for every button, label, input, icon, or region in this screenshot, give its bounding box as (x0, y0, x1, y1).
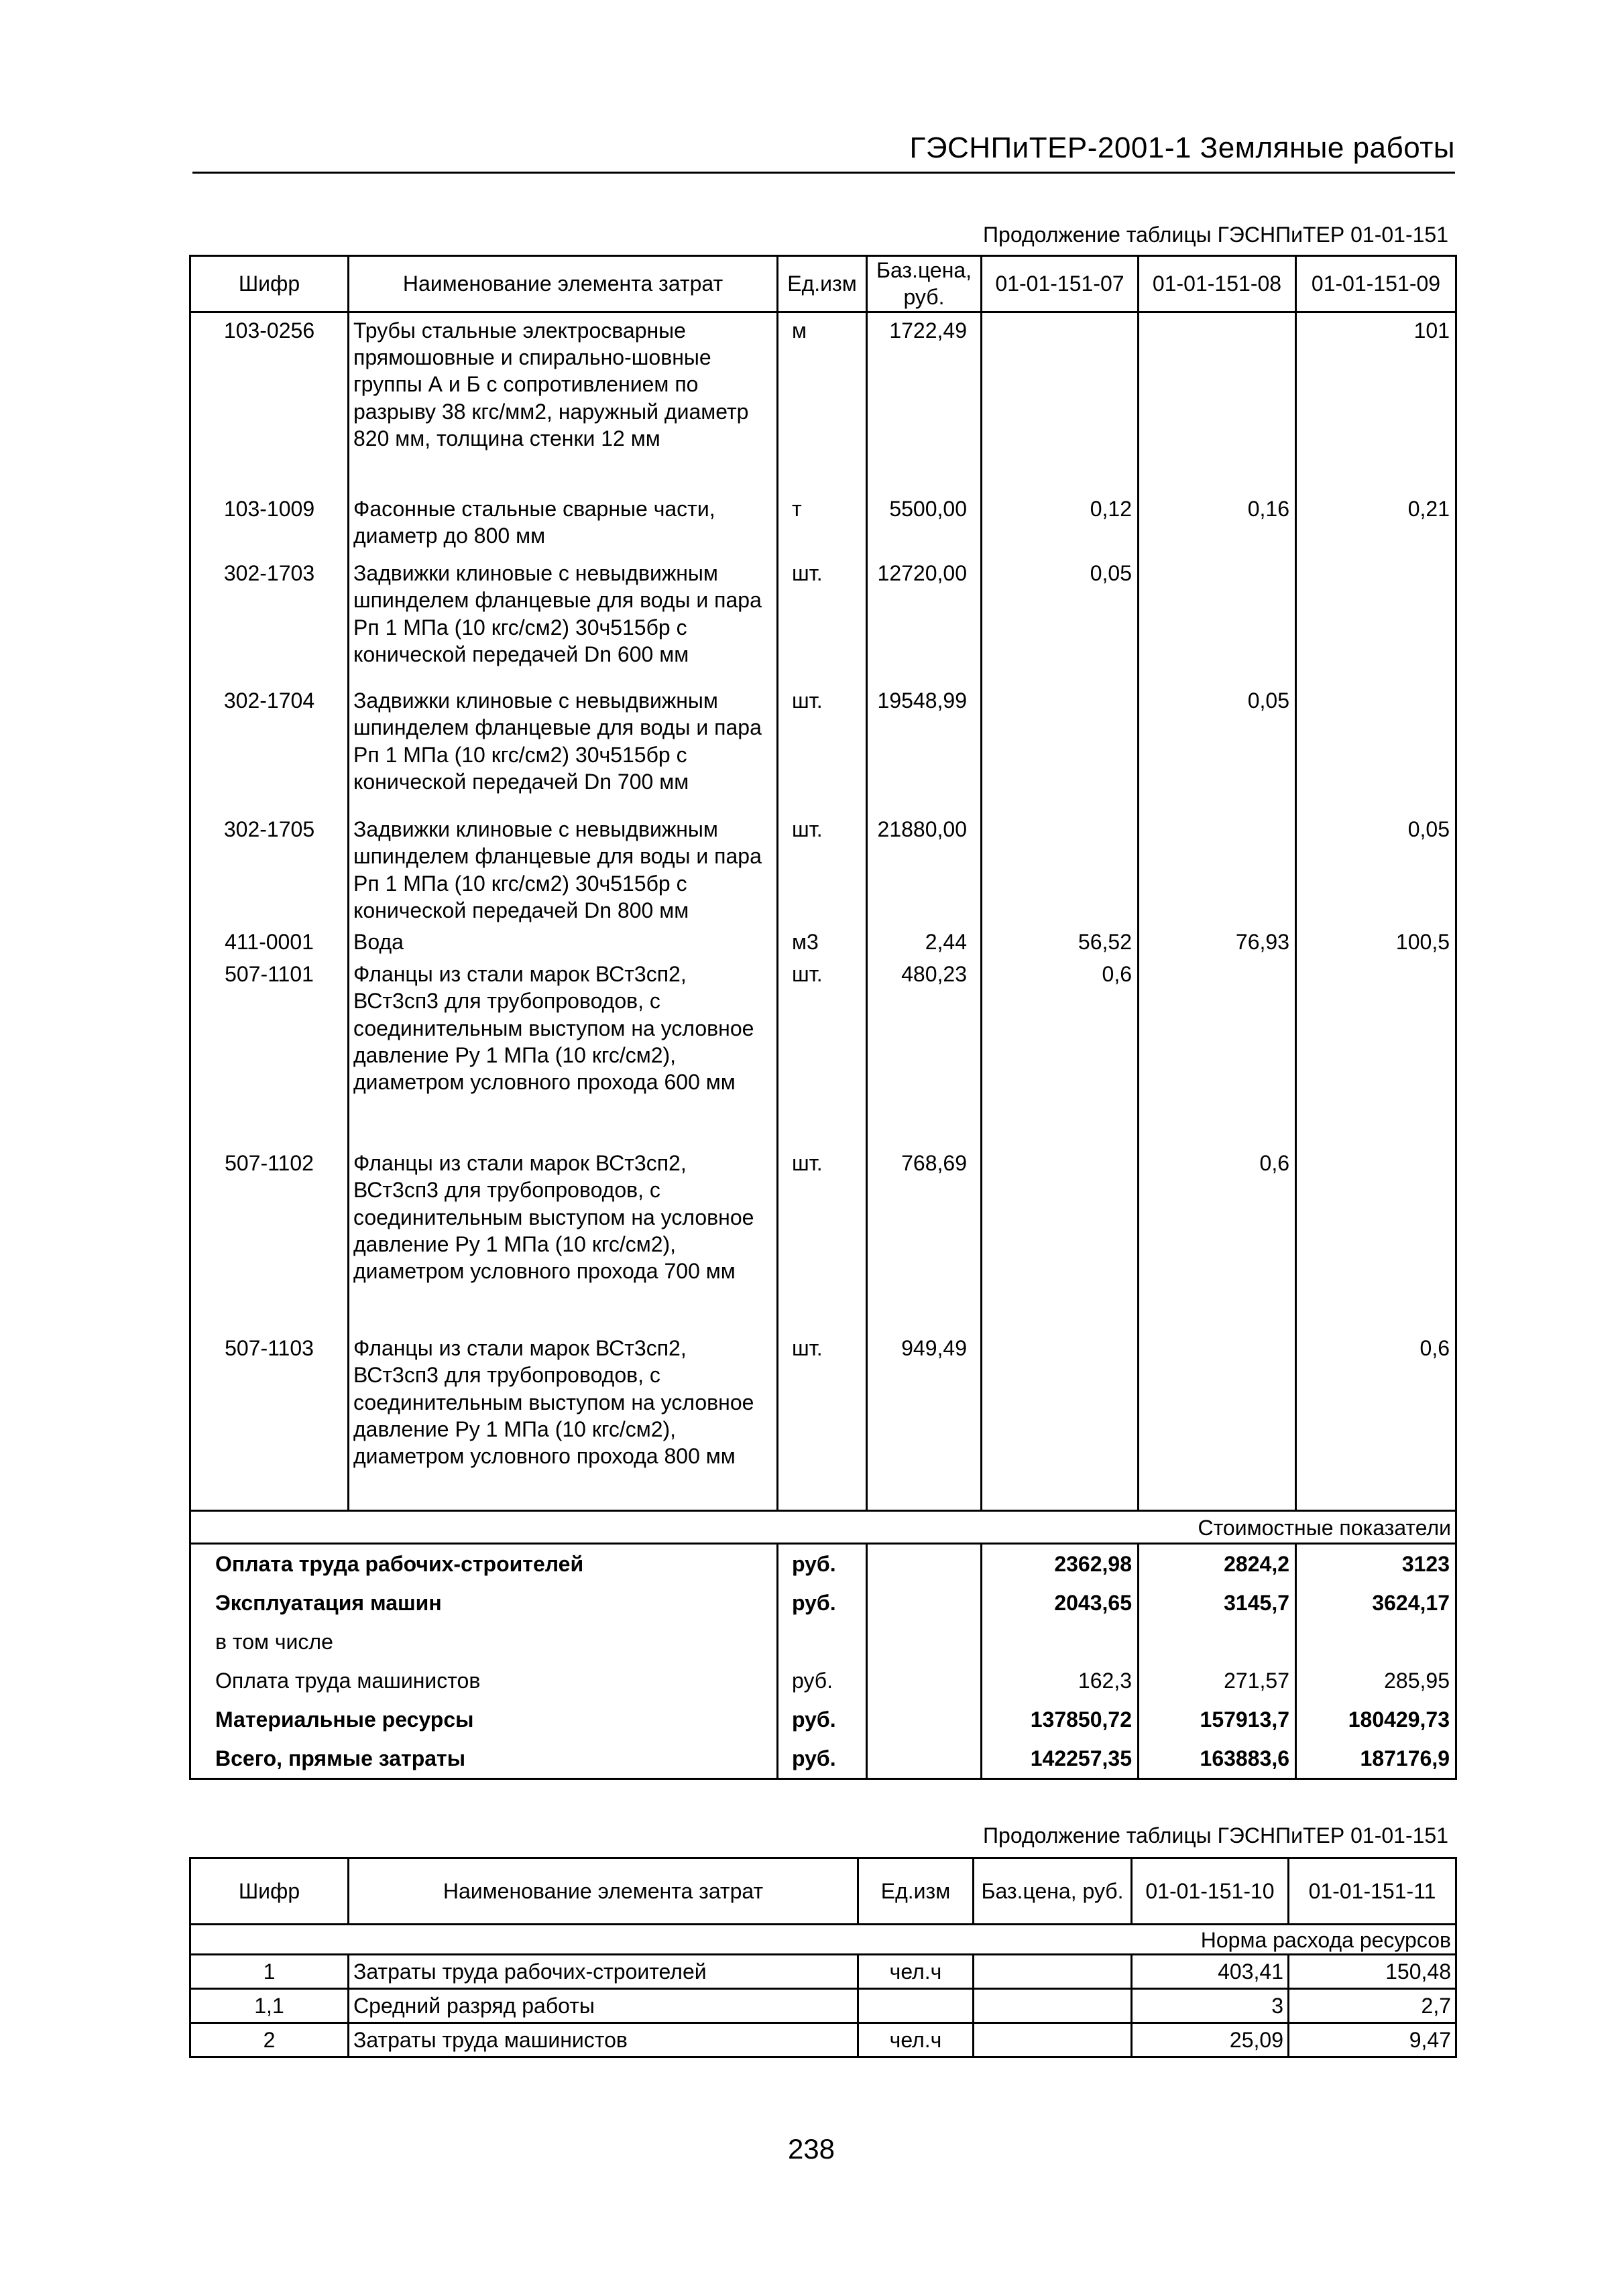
row-value-07: 0,05 (982, 556, 1139, 683)
table2-continuation-label: Продолжение таблицы ГЭСНПиТЕР 01-01-151 (983, 1823, 1448, 1848)
row-value-08: 76,93 (1139, 924, 1296, 957)
row-value-10: 403,41 (1132, 1955, 1289, 1989)
cost-price-empty (867, 1739, 982, 1779)
row-value-07: 0,6 (982, 957, 1139, 1146)
resources-table (189, 255, 1457, 1780)
row-value-08 (1139, 556, 1296, 683)
row-name: Задвижки клиновые с невыдвижным шпинделем фланцевые для воды и пара Рп 1 МПа (10 кгс/см2) 30ч515бр с конической передачей Dn 600 мм (349, 556, 778, 683)
cost-label: Оплата труда машинистов (190, 1661, 778, 1700)
cost-label: Всего, прямые затраты (190, 1739, 778, 1779)
cost-row (190, 1622, 1456, 1661)
row-name: Вода (349, 924, 778, 957)
cost-section-title: Стоимостные показатели (190, 1510, 1456, 1543)
row-value-08 (1139, 957, 1296, 1146)
cost-value-07: 162,3 (982, 1661, 1139, 1700)
row-code: 507-1101 (190, 957, 349, 1146)
row-unit: шт. (778, 556, 867, 683)
row-name: Фланцы из стали марок ВСт3сп2, ВСт3сп3 для трубопроводов, с соединительным выступом на условное давление Ру 1 МПа (10 кгс/см2), диаметром условного прохода 600 мм (349, 957, 778, 1146)
cost-value-09 (1296, 1622, 1456, 1661)
col-header-unit: Ед.изм (778, 256, 867, 312)
cost-value-09: 3624,17 (1296, 1583, 1456, 1622)
row-value-08 (1139, 312, 1296, 491)
row-unit: шт. (778, 1331, 867, 1510)
row-code: 302-1705 (190, 812, 349, 924)
table-row (190, 556, 1456, 683)
row-value-07 (982, 1331, 1139, 1510)
row-value-09: 100,5 (1296, 924, 1456, 957)
row-price: 480,23 (867, 957, 982, 1146)
cost-value-07: 2043,65 (982, 1583, 1139, 1622)
row-unit (858, 1989, 974, 2023)
row-name: Фланцы из стали марок ВСт3сп2, ВСт3сп3 для трубопроводов, с соединительным выступом на условное давление Ру 1 МПа (10 кгс/см2), диаметром условного прохода 800 мм (349, 1331, 778, 1510)
cost-value-07 (982, 1622, 1139, 1661)
row-price: 21880,00 (867, 812, 982, 924)
cost-value-08: 163883,6 (1139, 1739, 1296, 1779)
table1-header-row (190, 256, 1456, 312)
row-code: 302-1704 (190, 683, 349, 812)
cost-unit: руб. (778, 1739, 867, 1779)
cost-label: в том числе (190, 1622, 778, 1661)
page-number: 238 (787, 2133, 835, 2165)
cost-value-08: 2824,2 (1139, 1543, 1296, 1583)
row-value-07: 56,52 (982, 924, 1139, 957)
col-header-code: Шифр (190, 256, 349, 312)
row-code: 1 (190, 1955, 349, 1989)
cost-price-empty (867, 1661, 982, 1700)
row-price: 5500,00 (867, 491, 982, 556)
row-value-07 (982, 1146, 1139, 1331)
table-row (190, 312, 1456, 491)
col-header-price: Баз.цена, руб. (867, 256, 982, 312)
cost-price-empty (867, 1700, 982, 1739)
row-price: 12720,00 (867, 556, 982, 683)
cost-unit: руб. (778, 1583, 867, 1622)
cost-value-08 (1139, 1622, 1296, 1661)
row-value-11: 150,48 (1289, 1955, 1456, 1989)
cost-value-08: 271,57 (1139, 1661, 1296, 1700)
row-value-11: 9,47 (1289, 2023, 1456, 2057)
row-value-08 (1139, 1331, 1296, 1510)
row-unit: чел.ч (858, 1955, 974, 1989)
row-value-09: 101 (1296, 312, 1456, 491)
cost-value-09: 3123 (1296, 1543, 1456, 1583)
row-code: 411-0001 (190, 924, 349, 957)
cost-row (190, 1739, 1456, 1779)
cost-value-09: 187176,9 (1296, 1739, 1456, 1779)
row-price (974, 1989, 1132, 2023)
row-value-11: 2,7 (1289, 1989, 1456, 2023)
row-value-09: 0,05 (1296, 812, 1456, 924)
table2-header-row (190, 1858, 1456, 1925)
cost-value-09: 180429,73 (1296, 1700, 1456, 1739)
cost-row (190, 1700, 1456, 1739)
row-value-09 (1296, 1146, 1456, 1331)
row-value-07 (982, 683, 1139, 812)
cost-row (190, 1583, 1456, 1622)
row-unit: м (778, 312, 867, 491)
table-row (190, 812, 1456, 924)
cost-value-08: 3145,7 (1139, 1583, 1296, 1622)
row-value-07: 0,12 (982, 491, 1139, 556)
col-header-151-09: 01-01-151-09 (1296, 256, 1456, 312)
table-row (190, 924, 1456, 957)
row-unit: шт. (778, 683, 867, 812)
cost-row (190, 1543, 1456, 1583)
col-header-151-08: 01-01-151-08 (1139, 256, 1296, 312)
row-code: 2 (190, 2023, 349, 2057)
col-header-151-10: 01-01-151-10 (1132, 1858, 1289, 1925)
cost-row (190, 1661, 1456, 1700)
row-value-09 (1296, 683, 1456, 812)
row-value-09 (1296, 957, 1456, 1146)
cost-label: Оплата труда рабочих-строителей (190, 1543, 778, 1583)
row-unit: т (778, 491, 867, 556)
table-row (190, 491, 1456, 556)
row-code: 507-1103 (190, 1331, 349, 1510)
row-name: Фланцы из стали марок ВСт3сп2, ВСт3сп3 для трубопроводов, с соединительным выступом на условное давление Ру 1 МПа (10 кгс/см2), диаметром условного прохода 700 мм (349, 1146, 778, 1331)
row-price (974, 2023, 1132, 2057)
row-name: Задвижки клиновые с невыдвижным шпинделем фланцевые для воды и пара Рп 1 МПа (10 кгс/см2) 30ч515бр с конической передачей Dn 700 мм (349, 683, 778, 812)
row-unit: шт. (778, 1146, 867, 1331)
row-code: 507-1102 (190, 1146, 349, 1331)
row-value-08: 0,16 (1139, 491, 1296, 556)
row-price: 2,44 (867, 924, 982, 957)
row-price (974, 1955, 1132, 1989)
page-header-title: ГЭСНПиТЕР-2001-1 Земляные работы (909, 131, 1455, 164)
labor-norms-table (189, 1857, 1457, 2058)
row-value-08: 0,05 (1139, 683, 1296, 812)
row-unit: чел.ч (858, 2023, 974, 2057)
cost-label: Эксплуатация машин (190, 1583, 778, 1622)
row-name: Задвижки клиновые с невыдвижным шпинделем фланцевые для воды и пара Рп 1 МПа (10 кгс/см2) 30ч515бр с конической передачей Dn 800 мм (349, 812, 778, 924)
cost-label: Материальные ресурсы (190, 1700, 778, 1739)
row-name: Фасонные стальные сварные части, диаметр до 800 мм (349, 491, 778, 556)
cost-price-empty (867, 1622, 982, 1661)
row-value-10: 3 (1132, 1989, 1289, 2023)
row-value-09: 0,21 (1296, 491, 1456, 556)
header-divider (192, 172, 1455, 174)
row-value-08: 0,6 (1139, 1146, 1296, 1331)
col-header-151-07: 01-01-151-07 (982, 256, 1139, 312)
row-price: 949,49 (867, 1331, 982, 1510)
row-unit: шт. (778, 957, 867, 1146)
row-name: Трубы стальные электросварные прямошовные и спирально-шовные группы А и Б с сопротивлением по разрыву 38 кгс/мм2, наружный диаметр 820 мм, толщина стенки 12 мм (349, 312, 778, 491)
row-code: 103-1009 (190, 491, 349, 556)
cost-unit: руб. (778, 1700, 867, 1739)
row-value-07 (982, 812, 1139, 924)
table1-continuation-label: Продолжение таблицы ГЭСНПиТЕР 01-01-151 (983, 223, 1448, 247)
row-unit: м3 (778, 924, 867, 957)
row-code: 1,1 (190, 1989, 349, 2023)
row-value-08 (1139, 812, 1296, 924)
row-code: 302-1703 (190, 556, 349, 683)
row-name: Средний разряд работы (349, 1989, 858, 2023)
row-value-09: 0,6 (1296, 1331, 1456, 1510)
table-row (190, 1146, 1456, 1331)
norm-section-header (190, 1925, 1456, 1955)
cost-price-empty (867, 1583, 982, 1622)
row-value-10: 25,09 (1132, 2023, 1289, 2057)
table-row (190, 957, 1456, 1146)
row-name: Затраты труда рабочих-строителей (349, 1955, 858, 1989)
cost-unit: руб. (778, 1543, 867, 1583)
cost-section-header (190, 1510, 1456, 1543)
norm-section-title: Норма расхода ресурсов (190, 1925, 1456, 1955)
row-value-09 (1296, 556, 1456, 683)
cost-value-07: 137850,72 (982, 1700, 1139, 1739)
table-row (190, 1989, 1456, 2023)
col-header-name: Наименование элемента затрат (349, 256, 778, 312)
table-row (190, 2023, 1456, 2057)
cost-unit: руб. (778, 1661, 867, 1700)
col-header-name: Наименование элемента затрат (349, 1858, 858, 1925)
cost-value-07: 142257,35 (982, 1739, 1139, 1779)
col-header-code: Шифр (190, 1858, 349, 1925)
col-header-151-11: 01-01-151-11 (1289, 1858, 1456, 1925)
table-row (190, 1331, 1456, 1510)
table-row (190, 1955, 1456, 1989)
row-price: 768,69 (867, 1146, 982, 1331)
cost-unit (778, 1622, 867, 1661)
cost-value-09: 285,95 (1296, 1661, 1456, 1700)
row-name: Затраты труда машинистов (349, 2023, 858, 2057)
col-header-unit: Ед.изм (858, 1858, 974, 1925)
row-value-07 (982, 312, 1139, 491)
cost-price-empty (867, 1543, 982, 1583)
table-row (190, 683, 1456, 812)
row-code: 103-0256 (190, 312, 349, 491)
col-header-price: Баз.цена, руб. (974, 1858, 1132, 1925)
cost-value-07: 2362,98 (982, 1543, 1139, 1583)
row-price: 19548,99 (867, 683, 982, 812)
cost-value-08: 157913,7 (1139, 1700, 1296, 1739)
row-price: 1722,49 (867, 312, 982, 491)
row-unit: шт. (778, 812, 867, 924)
